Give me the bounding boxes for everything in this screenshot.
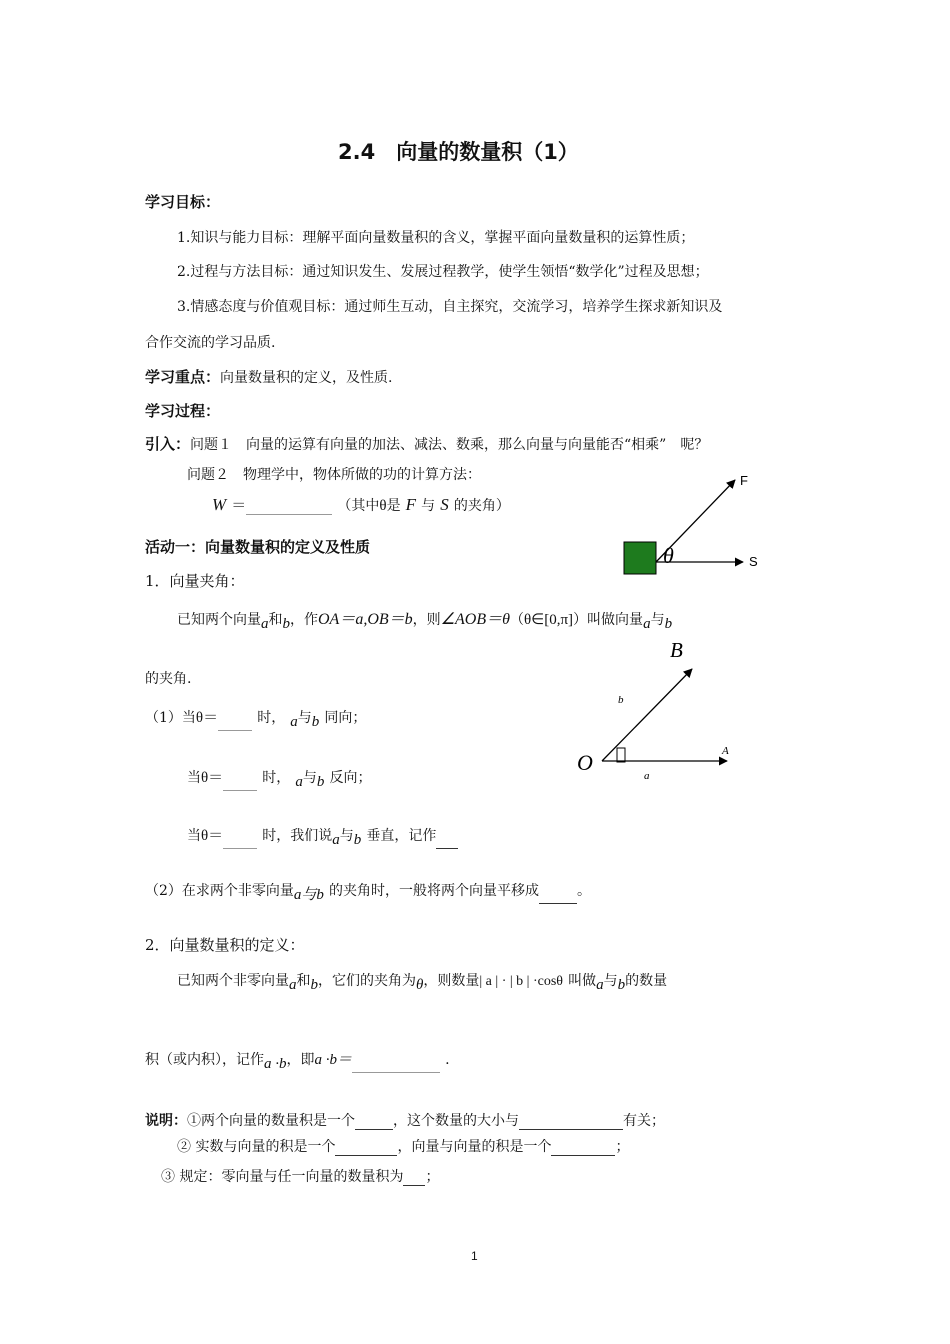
angle-diagram — [572, 636, 742, 786]
case3-b: b — [353, 832, 362, 848]
note2-mid: ，向量与向量的积是一个 — [397, 1139, 552, 1155]
s2-line2-pre: 积（或内积），记作 — [145, 1052, 264, 1068]
focus-heading: 学习重点： — [145, 368, 221, 386]
case3-blank — [223, 822, 257, 849]
s2-period: . — [445, 1052, 450, 1068]
work-blank — [246, 496, 332, 515]
case1-with: 与 — [297, 709, 312, 726]
label-o: O — [577, 750, 593, 775]
angle-aob: ∠AOB＝θ — [440, 611, 510, 628]
oa-ob: OA＝a,OB＝b — [318, 611, 413, 628]
range-close: ）叫做向量 — [573, 612, 644, 628]
case1-pre: （1）当 — [145, 709, 196, 726]
force-diagram — [615, 465, 775, 585]
case-translation — [145, 880, 591, 904]
note-2 — [177, 1136, 629, 1156]
note3-pre: ③ 规定：零向量与任一向量的数量积为 — [161, 1169, 404, 1185]
s2-ie: ，即 — [286, 1052, 315, 1068]
label-b-point: B — [670, 638, 683, 662]
note1-pre: ①两个向量的数量积是一个 — [187, 1113, 355, 1129]
case1-post: 同向； — [324, 709, 367, 726]
case2-theta: θ＝ — [201, 769, 224, 786]
focus-line — [145, 366, 392, 387]
label-b-vector: b — [618, 694, 624, 706]
force-label: F — [740, 473, 748, 488]
objective-3-cont: 合作交流的学习品质. — [145, 335, 276, 351]
angle-marker — [617, 748, 625, 762]
note1-post: 有关； — [623, 1113, 665, 1129]
vector-ob — [602, 669, 692, 761]
case3-post: 垂直，记作 — [366, 827, 437, 844]
case1-a: a — [290, 714, 298, 730]
def-comma: ，作 — [290, 612, 318, 628]
s2-post: 的数量 — [625, 973, 668, 989]
case2-post: 反向； — [329, 769, 372, 786]
def-end: 的夹角. — [145, 671, 192, 687]
def-then: ，则 — [412, 612, 441, 628]
note-theta: θ — [379, 498, 387, 514]
s2-mid: ，它们的夹角为 — [318, 973, 416, 989]
case3-mid: 时，我们说 — [262, 827, 333, 844]
s2-with: 与 — [603, 973, 618, 989]
dot-product-notation — [145, 1048, 450, 1073]
section2-title: 2．向量数量积的定义： — [145, 936, 305, 954]
note2-pre: ② 实数与向量的积是一个 — [177, 1139, 336, 1155]
s2-dot-eq: a ·b＝ — [314, 1052, 353, 1068]
s2-formula: | a | · | b | ·cosθ — [479, 974, 563, 989]
case4-end: 。 — [577, 883, 592, 899]
s2-a: a — [289, 977, 297, 994]
page-number: 1 — [471, 1249, 478, 1263]
note-and: 与 — [421, 498, 436, 514]
note-open: （其中 — [337, 498, 380, 514]
case2-b: b — [316, 774, 325, 790]
objective-2: 2.过程与方法目标：通过知识发生、发展过程教学，使学生领悟“数学化”过程及思想； — [177, 264, 709, 280]
case1-when: 时， — [257, 709, 286, 726]
def-with: 与 — [650, 612, 665, 628]
focus-text: 向量数量积的定义，及性质. — [220, 370, 393, 386]
process-heading: 学习过程： — [145, 402, 221, 420]
note1-blank1 — [355, 1113, 393, 1130]
vec-a-2: a — [643, 616, 651, 633]
note1-blank2 — [519, 1113, 623, 1130]
def-pre: 已知两个向量 — [177, 612, 261, 628]
case-opposite — [187, 764, 371, 791]
intro-q1-line — [145, 433, 708, 454]
note-is: 是 — [386, 498, 401, 514]
case1-blank — [218, 704, 252, 731]
case2-a: a — [295, 774, 303, 790]
label-a-point: A — [722, 745, 729, 757]
case4-post: 的夹角时，一般将两个向量平移成 — [329, 883, 540, 899]
case3-blank-notation — [436, 832, 458, 849]
work-symbol: W — [212, 495, 227, 514]
intro-q1: 问题１ 向量的运算有向量的加法、减法、数乘，那么向量与向量能否“相乘” 呢？ — [190, 437, 709, 453]
case4-vec: a与b — [293, 887, 324, 904]
objective-3: 3.情感态度与价值观目标：通过师生互动，自主探究，交流学习，培养学生探求新知识及 — [177, 299, 723, 315]
vec-b-2: b — [664, 616, 673, 633]
object-box — [624, 542, 656, 574]
notes-label: 说明： — [145, 1113, 187, 1129]
work-formula-line — [212, 494, 510, 515]
s2-pre: 已知两个非零向量 — [177, 973, 289, 989]
page-title: 2.4 向量的数量积（1） — [338, 140, 579, 164]
displacement-label: S — [749, 554, 758, 569]
s2-dot: a ·b — [264, 1056, 287, 1073]
note-s: S — [440, 495, 449, 514]
note-1 — [145, 1110, 665, 1130]
objectives-heading: 学习目标： — [145, 193, 221, 211]
note-close: 的夹角） — [453, 498, 510, 514]
s2-b: b — [310, 977, 318, 994]
s2-called: 叫做 — [568, 973, 597, 989]
work-equals: ＝ — [231, 498, 247, 514]
note3-blank — [403, 1169, 425, 1186]
s2-qty: ，则数量 — [423, 973, 480, 989]
note-3 — [161, 1166, 439, 1186]
range: θ∈[0,π] — [523, 612, 574, 628]
angle-label: θ — [663, 543, 674, 568]
case-perpendicular — [187, 822, 458, 849]
case3-pre: 当 — [187, 827, 201, 844]
s2-b-2: b — [617, 977, 626, 994]
note2-blank2 — [551, 1139, 615, 1156]
activity1-heading: 活动一：向量数量积的定义及性质 — [145, 538, 371, 556]
case2-blank — [223, 764, 257, 791]
s2-theta: θ — [416, 977, 424, 994]
case2-with: 与 — [302, 769, 317, 786]
case1-theta: θ＝ — [195, 709, 219, 726]
case1-b: b — [311, 714, 320, 730]
note1-mid: ，这个数量的大小与 — [393, 1113, 519, 1129]
note-f: F — [405, 495, 417, 514]
intro-q2: 问题２ 物理学中，物体所做的功的计算方法： — [187, 467, 481, 483]
case3-theta: θ＝ — [201, 827, 224, 844]
case3-with: 与 — [339, 827, 354, 844]
case4-pre: （2）在求两个非零向量 — [145, 883, 294, 899]
intro-label: 引入： — [145, 435, 191, 453]
label-a-vector: a — [644, 770, 650, 782]
vec-a: a — [261, 616, 269, 633]
case3-a: a — [332, 832, 340, 848]
range-open: （ — [509, 612, 524, 628]
section1-title: 1．向量夹角： — [145, 572, 245, 590]
s2-and: 和 — [296, 973, 311, 989]
objective-1: 1.知识与能力目标：理解平面向量数量积的含义，掌握平面向量数量积的运算性质； — [177, 230, 695, 246]
case4-blank — [539, 887, 577, 904]
dot-product-definition — [177, 970, 667, 994]
note2-blank1 — [335, 1139, 397, 1156]
vec-b: b — [282, 616, 290, 633]
case-same-direction — [145, 704, 366, 731]
case2-when: 时， — [262, 769, 291, 786]
s2-blank — [352, 1048, 440, 1073]
note3-post: ； — [425, 1169, 440, 1185]
s2-a-2: a — [596, 977, 604, 994]
def-and: 和 — [268, 612, 283, 628]
angle-definition — [177, 606, 672, 633]
note2-post: ； — [615, 1139, 630, 1155]
case2-pre: 当 — [187, 769, 201, 786]
